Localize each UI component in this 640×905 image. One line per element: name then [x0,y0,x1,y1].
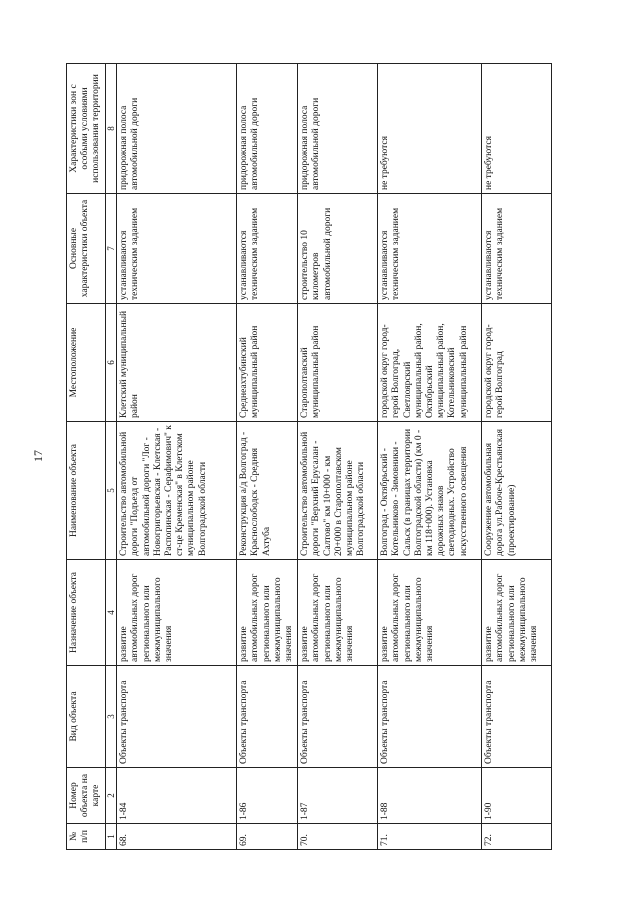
object-name: Реконструкция а/д Волгоград - Краснослободск - Средняя Ахтуба [237,422,298,560]
zone-characteristics: придорожная полоса автомобильной дороги [117,64,237,194]
objects-register-table [66,63,552,850]
table-row [482,64,552,850]
object-name: Сооружение автомобильная дорога ул.Рабоче-Крестьянская (проектирование) [482,422,552,560]
column-index: 4 [105,560,117,666]
col-header-location: Местоположение [67,304,106,422]
table-area [66,62,634,850]
object-purpose: развитие автомобильных дорог регионального или межмуниципального значения [298,560,378,666]
object-purpose: развитие автомобильных дорог регионального или межмуниципального значения [482,560,552,666]
column-index-row [105,64,117,850]
object-characteristics: устанавливаются техническим заданием [117,194,237,304]
table-header-row [67,64,106,850]
object-location: Старополтавский муниципальный район [298,304,378,422]
map-number: 1-88 [378,768,482,824]
object-characteristics: устанавливаются техническим заданием [378,194,482,304]
object-kind: Объекты транспорта [117,666,237,768]
map-number: 1-84 [117,768,237,824]
table-row [298,64,378,850]
object-name: Волгоград - Октябрьский - Котельниково - Зимовники - Сальск (в границах территории Волгоградской области) (км 0 - км 118+000). Установка дорожных знаков светодиодных. Устройство искусственного освещения [378,422,482,560]
table-row [117,64,237,850]
row-number: 68. [117,824,237,850]
row-number: 69. [237,824,298,850]
object-kind: Объекты транспорта [482,666,552,768]
table-row [237,64,298,850]
object-characteristics: устанавливаются техническим заданием [237,194,298,304]
column-index: 7 [105,194,117,304]
column-index: 8 [105,64,117,194]
row-number: 70. [298,824,378,850]
map-number: 1-87 [298,768,378,824]
object-purpose: развитие автомобильных дорог регионального или межмуниципального значения [117,560,237,666]
page-number: 17 [31,450,45,462]
object-location: городской округ город-герой Волгоград [482,304,552,422]
col-header-zones: Характеристики зон с особыми условиями использования территории [67,64,106,194]
map-number: 1-86 [237,768,298,824]
object-location: Клетский муниципальный район [117,304,237,422]
col-header-characteristics: Основные характеристики объекта [67,194,106,304]
column-index: 6 [105,304,117,422]
object-kind: Объекты транспорта [237,666,298,768]
zone-characteristics: придорожная полоса автомобильной дороги [237,64,298,194]
zone-characteristics: придорожная полоса автомобильной дороги [298,64,378,194]
table-row [378,64,482,850]
object-characteristics: строительство 10 километров автомобильной дороги [298,194,378,304]
col-header-kind: Вид объекта [67,666,106,768]
rotated-page-content [66,62,634,850]
column-index: 5 [105,422,117,560]
object-characteristics: устанавливаются техническим заданием [482,194,552,304]
col-header-map-no: Номер объекта на карте [67,768,106,824]
object-name: Строительство автомобильной дороги "Верхний Ерусалан - Салтово" км 10+000 - км 20+000 в Старополтавском муниципальном районе Волгоградской области [298,422,378,560]
zone-characteristics: не требуются [482,64,552,194]
col-header-name: Наименование объекта [67,422,106,560]
object-purpose: развитие автомобильных дорог регионального или межмуниципального значения [237,560,298,666]
object-location: городской округ город-герой Волгоград, Светлоярский муниципальный район, Октябрьский муниципальный район, Котельниковский муниципальный район [378,304,482,422]
object-kind: Объекты транспорта [378,666,482,768]
row-number: 72. [482,824,552,850]
col-header-num: № п/п [67,824,106,850]
column-index: 3 [105,666,117,768]
column-index: 1 [105,824,117,850]
object-location: Среднеахтубинский муниципальный район [237,304,298,422]
object-name: Строительство автомобильной дороги "Подъезд от автомобильной дороги "Лог - Новогригорьевская - Клетская - Распопинская - Серафимович" к ст-це Кременская" в Клетском муниципальном районе Волгоградской области [117,422,237,560]
column-index: 2 [105,768,117,824]
col-header-purpose: Назначение объекта [67,560,106,666]
zone-characteristics: не требуются [378,64,482,194]
map-number: 1-90 [482,768,552,824]
object-purpose: развитие автомобильных дорог регионального или межмуниципального значения [378,560,482,666]
row-number: 71. [378,824,482,850]
object-kind: Объекты транспорта [298,666,378,768]
